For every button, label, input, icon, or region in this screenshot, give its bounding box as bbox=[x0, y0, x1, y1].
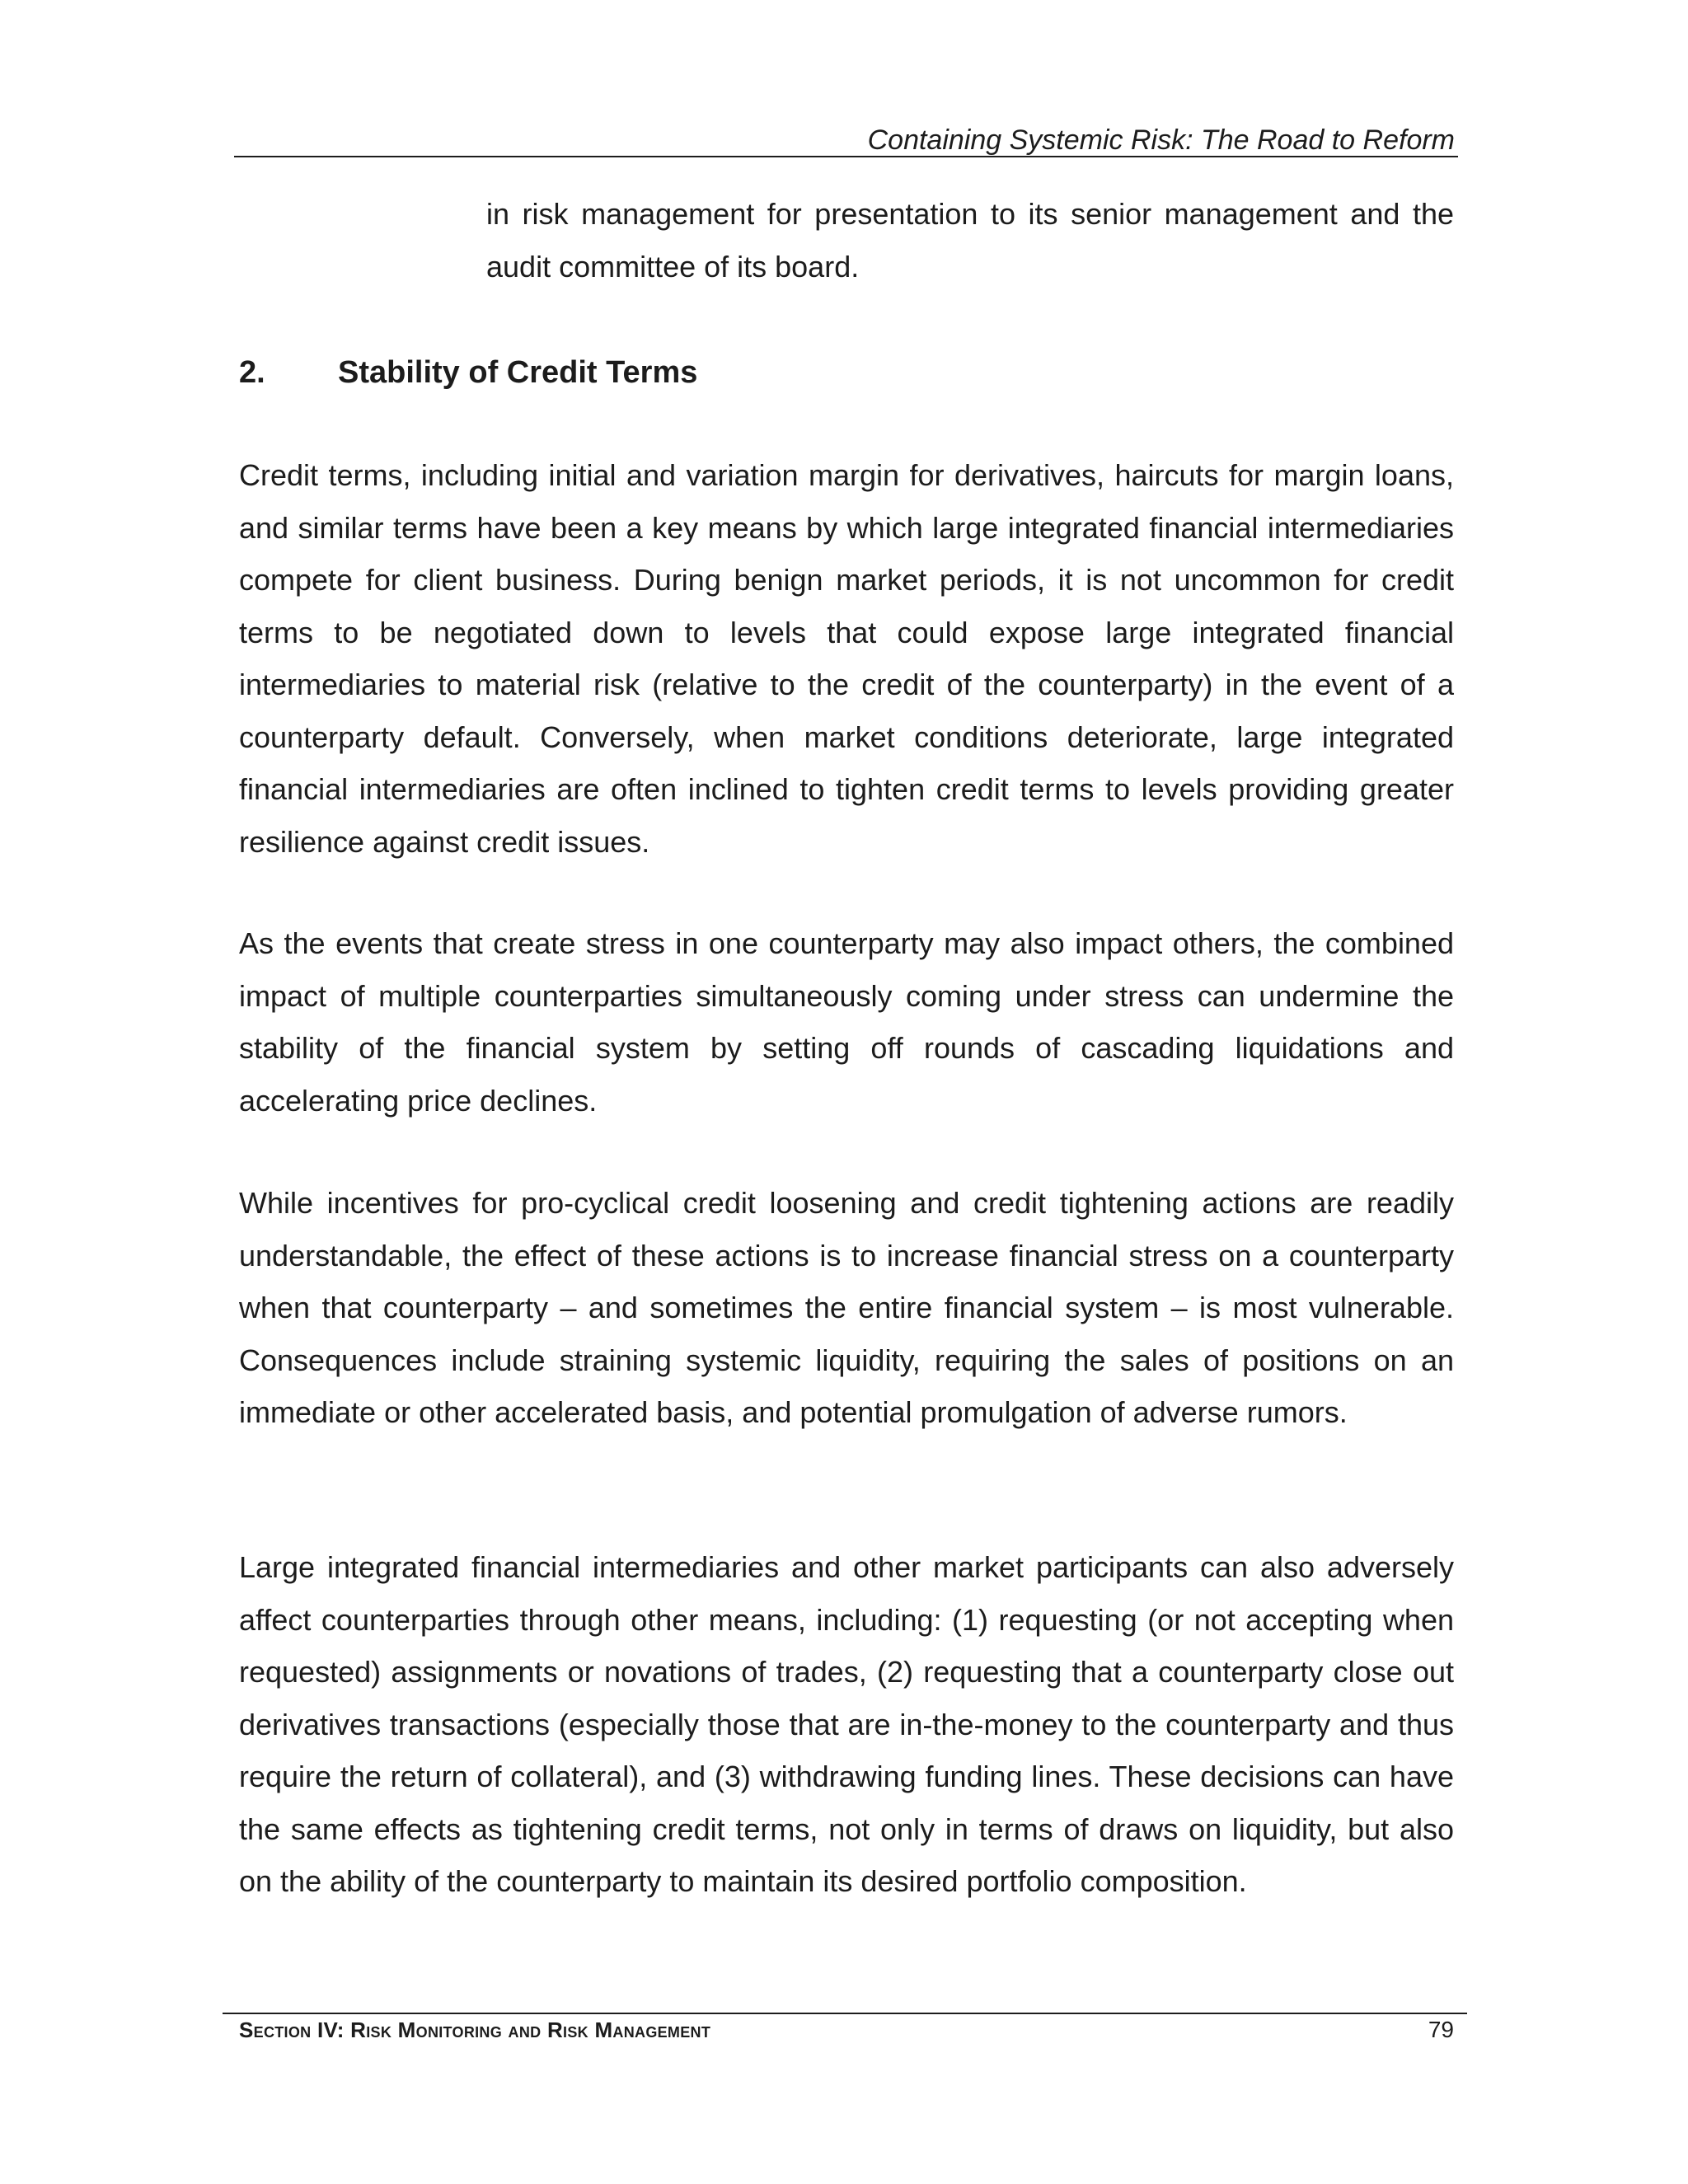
page-number: 79 bbox=[1428, 2017, 1454, 2042]
header-rule bbox=[234, 156, 1458, 157]
running-header: Containing Systemic Risk: The Road to Reform bbox=[867, 124, 1455, 156]
section-number: 2. bbox=[239, 355, 265, 390]
paragraph-credit-terms: Credit terms, including initial and variation margin for derivatives, haircuts for margin loans, and similar terms have been a key means by which large integrated financial intermediaries compete for client business. During benign market periods, it is not uncommon for credit terms to be negotiated down to levels that could expose large integrated financial intermediaries to material risk (relative to the credit of the counterparty) in the event of a counterparty default. Conversely, when market conditions deteriorate, large integrated financial intermediaries are often inclined to tighten credit terms to levels providing greater resilience against credit issues. bbox=[239, 458, 1454, 859]
paragraph-pro-cyclical: While incentives for pro-cyclical credit loosening and credit tightening actions are readily understandable, the effect of these actions is to increase financial stress on a counterparty when that counterparty – and sometimes the entire financial system – is most vulnerable. Consequences include straining systemic liquidity, requiring the sales of positions on an immediate or other accelerated basis, and potential promulgation of adverse rumors. bbox=[239, 1186, 1454, 1429]
footer-section-label: Section IV: Risk Monitoring and Risk Management bbox=[239, 2018, 711, 2042]
continuation-paragraph: in risk management for presentation to its senior management and the audit committee of its board. bbox=[486, 197, 1454, 284]
section-heading bbox=[239, 349, 697, 396]
paragraph-other-means: Large integrated financial intermediaries and other market participants can also adversely affect counterparties through other means, including: (1) requesting (or not accepting when requested) assignments or novations of trades, (2) requesting that a counterparty close out derivatives transactions (especially those that are in-the-money to the counterparty and thus require the return of collateral), and (3) withdrawing funding lines. These decisions can have the same effects as tightening credit terms, not only in terms of draws on liquidity, but also on the ability of the counterparty to maintain its desired portfolio composition. bbox=[239, 1550, 1454, 1898]
paragraph-cascading-stress: As the events that create stress in one counterparty may also impact others, the combined impact of multiple counterparties simultaneously coming under stress can undermine the stability of the financial system by setting off rounds of cascading liquidations and accelerating price declines. bbox=[239, 926, 1454, 1118]
section-title: Stability of Credit Terms bbox=[338, 355, 698, 390]
